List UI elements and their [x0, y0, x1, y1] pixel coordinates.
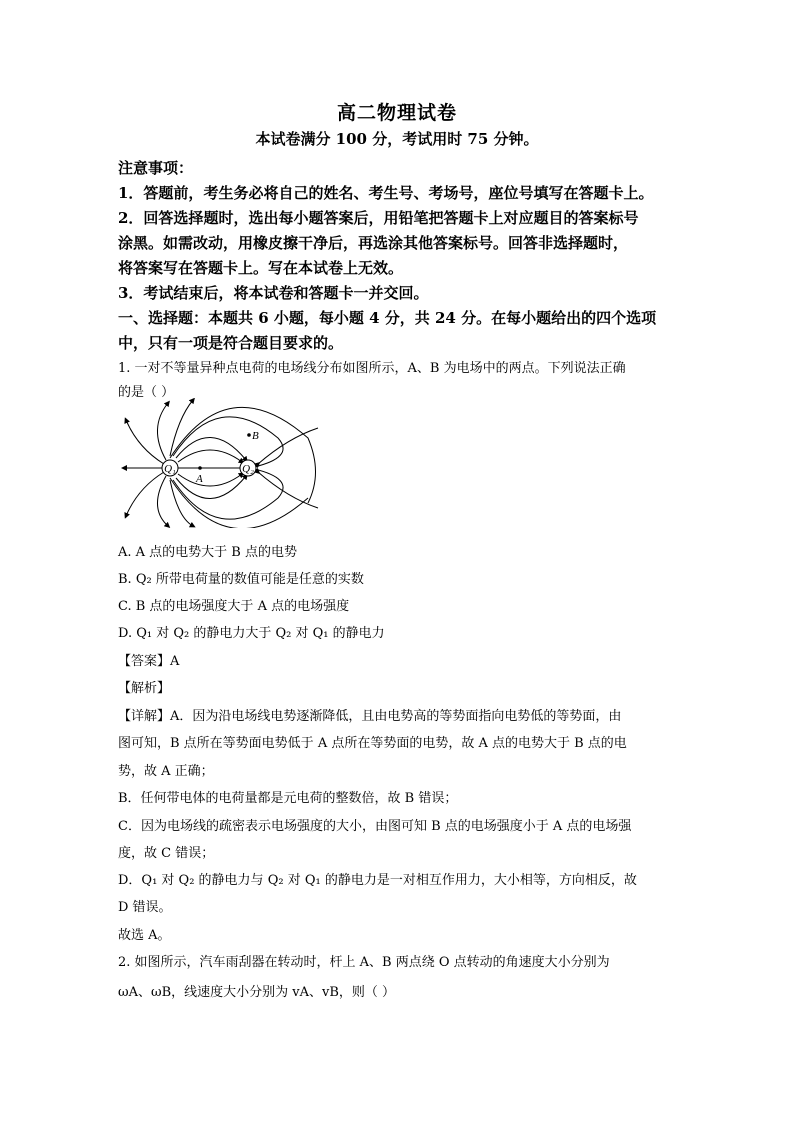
q1-stem-line-1: 1. 一对不等量异种点电荷的电场线分布如图所示，A、B 为电场中的两点。下列说法正确: [118, 361, 626, 376]
q2-stem-line-1: 2. 如图所示，汽车雨刮器在转动时，杆上 A、B 两点绕 O 点转动的角速度大小分别为: [118, 955, 610, 970]
q1-option-b: B. Q₂ 所带电荷量的数值可能是任意的实数: [118, 572, 364, 587]
q1-detail-line-3: 势，故 A 正确；: [118, 764, 214, 779]
q1-detail-line-5: C．因为电场线的疏密表示电场强度的大小，由图可知 B 点的电场强度小于 A 点的电场强: [118, 819, 632, 834]
q1-detail-line-7: D．Q₁ 对 Q₂ 的静电力与 Q₂ 对 Q₁ 的静电力是一对相互作用力，大小相等，方向相反，故: [118, 873, 637, 888]
point-a-label: A: [196, 473, 203, 485]
note-2-line-2: 涂黑。如需改动，用橡皮擦干净后，再选涂其他答案标号。回答非选择题时，: [118, 234, 629, 252]
q1-answer: 【答案】A: [118, 654, 180, 669]
q1-analysis-heading: 【解析】: [118, 681, 171, 696]
q1-option-a: A. A 点的电势大于 B 点的电势: [118, 545, 297, 560]
electric-field-diagram: [118, 398, 328, 528]
charge-q2-label: Q₂: [242, 463, 254, 475]
page-subtitle: 本试卷满分 100 分，考试用时 75 分钟。: [255, 130, 539, 148]
note-2-line-3: 将答案写在答题卡上。写在本试卷上无效。: [118, 259, 404, 277]
note-3: 3．考试结束后，将本试卷和答题卡一并交回。: [118, 284, 429, 302]
q1-stem-line-2: 的是（ ）: [118, 385, 175, 400]
q1-option-d: D. Q₁ 对 Q₂ 的静电力大于 Q₂ 对 Q₁ 的静电力: [118, 626, 385, 641]
note-1: 1．答题前，考生务必将自己的姓名、考生号、考场号，座位号填写在答题卡上。: [118, 184, 654, 202]
notes-header: 注意事项：: [118, 159, 194, 177]
point-a-dot: [198, 466, 202, 470]
q1-conclusion: 故选 A。: [118, 928, 171, 943]
q1-detail-line-8: D 错误。: [118, 900, 172, 915]
point-b-label: B: [252, 430, 259, 442]
page-title: 高二物理试卷: [336, 102, 457, 124]
q1-option-c: C. B 点的电场强度大于 A 点的电场强度: [118, 599, 350, 614]
q1-detail-line-6: 度，故 C 错误；: [118, 846, 215, 861]
field-lines: [124, 400, 318, 528]
point-b-dot: [247, 433, 251, 437]
q1-detail-line-4: B．任何带电体的电荷量都是元电荷的整数倍，故 B 错误；: [118, 791, 458, 806]
q1-detail-line-2: 图可知，B 点所在等势面电势低于 A 点所在等势面的电势，故 A 点的电势大于 B 点的电: [118, 736, 627, 751]
section-heading-line-1: 一、选择题：本题共 6 小题，每小题 4 分，共 24 分。在每小题给出的四个选项: [118, 309, 657, 327]
charge-q1-label: Q₁: [164, 463, 176, 475]
q1-detail-line-1: 【详解】A．因为沿电场线电势逐渐降低，且由电势高的等势面指向电势低的等势面，由: [118, 709, 622, 724]
q2-stem-line-2: ωA、ωB，线速度大小分别为 vA、vB，则（ ）: [118, 985, 396, 1000]
note-2-line-1: 2．回答选择题时，选出每小题答案后，用铅笔把答题卡上对应题目的答案标号: [118, 209, 639, 227]
section-heading-line-2: 中，只有一项是符合题目要求的。: [118, 334, 344, 352]
